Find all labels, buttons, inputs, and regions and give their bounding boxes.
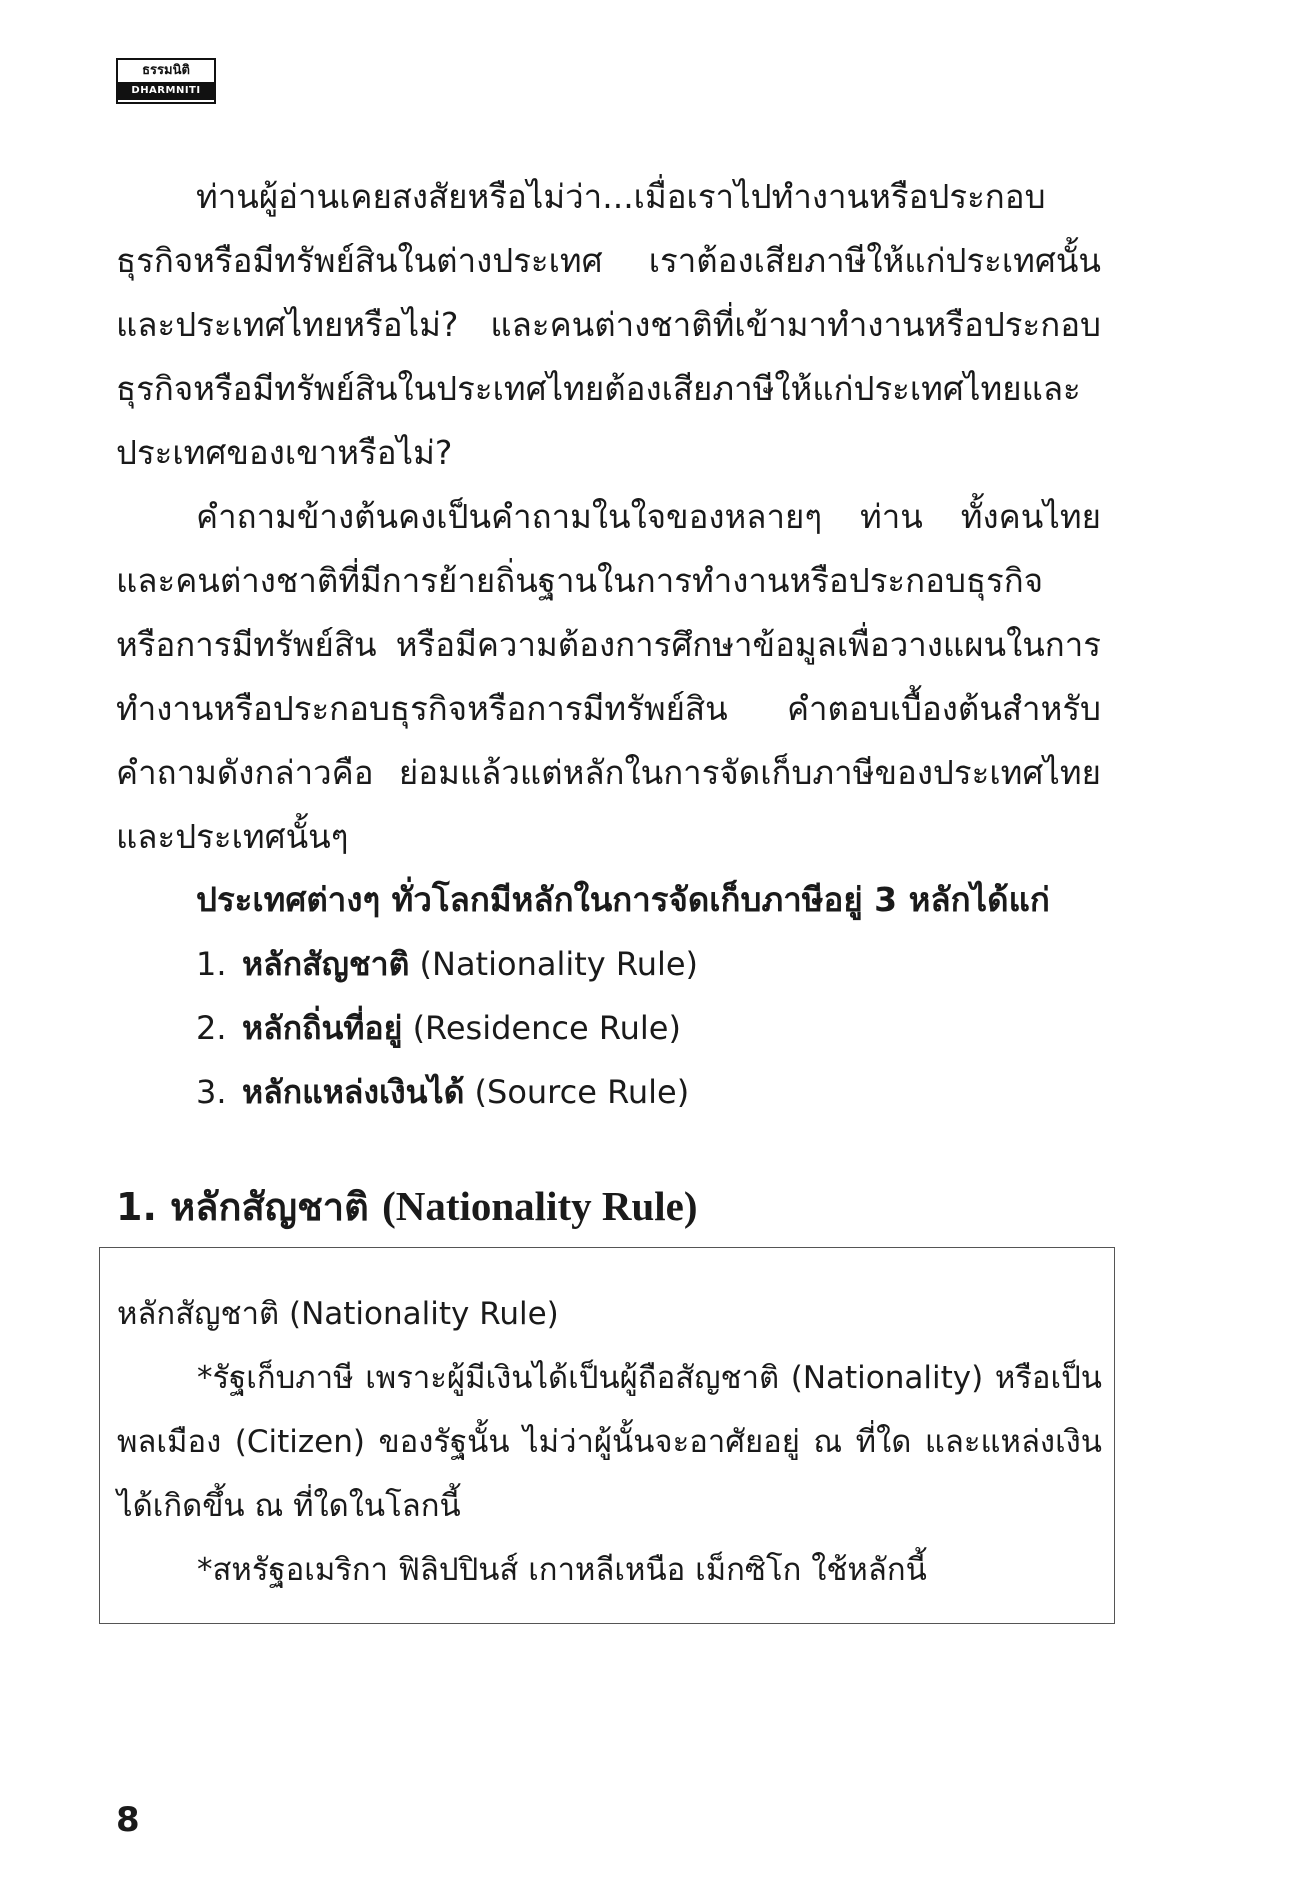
body-paragraph-1 [116, 165, 1101, 485]
rule-number: 2. [196, 1009, 227, 1047]
rule-thai-name: หลักสัญชาติ [242, 945, 410, 983]
logo-thai-text: ธรรมนิติ [142, 63, 190, 78]
section-heading-english: (Nationality Rule) [382, 1183, 698, 1229]
rule-english-name: (Source Rule) [464, 1073, 690, 1111]
rule-number: 1. [196, 945, 227, 983]
definition-paragraph [117, 1538, 1102, 1602]
definition-paragraph-text: *สหรัฐอเมริกา ฟิลิปปินส์ เกาหลีเหนือ เม็กซิโก ใช้หลักนี้ [197, 1552, 927, 1588]
rule-english-name: (Nationality Rule) [409, 945, 699, 983]
definition-box-title: หลักสัญชาติ (Nationality Rule) [117, 1296, 559, 1332]
rule-thai-name: หลักถิ่นที่อยู่ [242, 1009, 403, 1047]
rule-english-name: (Residence Rule) [402, 1009, 681, 1047]
rule-thai-name: หลักแหล่งเงินได้ [242, 1073, 465, 1111]
rule-item [196, 996, 698, 1060]
rule-item [196, 1060, 698, 1124]
rule-number: 3. [196, 1073, 227, 1111]
definition-paragraph-text: *รัฐเก็บภาษี เพราะผู้มีเงินได้เป็นผู้ถือสัญชาติ (Nationality) หรือเป็นพลเมือง (Citizen) ของรัฐนั้น ไม่ว่าผู้นั้นจะอาศัยอยู่ ณ ที่ใด และแหล่งเงินได้เกิดขึ้น ณ ที่ใดในโลกนี้ [117, 1360, 1102, 1524]
publisher-logo [116, 58, 216, 104]
definition-paragraph [117, 1346, 1102, 1538]
body-paragraph-2 [116, 485, 1101, 869]
rules-intro: ประเทศต่างๆ ทั่วโลกมีหลักในการจัดเก็บภาษีอยู่ 3 หลักได้แก่ [196, 880, 1050, 919]
logo-english-text: DHARMNITI [118, 82, 214, 100]
definition-box-content [117, 1282, 1102, 1602]
body-paragraph-1-text: ท่านผู้อ่านเคยสงสัยหรือไม่ว่า...เมื่อเราไปทำงานหรือประกอบธุรกิจหรือมีทรัพย์สินในต่างประเทศ เราต้องเสียภาษีให้แก่ประเทศนั้นและประเทศไทยหรือไม่? และคนต่างชาติที่เข้ามาทำงานหรือประกอบธุรกิจหรือมีทรัพย์สินในประเทศไทยต้องเสียภาษีให้แก่ประเทศไทยและประเทศของเขาหรือไม่? [116, 177, 1101, 472]
rule-item [196, 932, 698, 996]
body-paragraph-2-text: คำถามข้างต้นคงเป็นคำถามในใจของหลายๆ ท่าน ทั้งคนไทยและคนต่างชาติที่มีการย้ายถิ่นฐานในการทำงานหรือประกอบธุรกิจหรือการมีทรัพย์สิน หรือมีความต้องการศึกษาข้อมูลเพื่อวางแผนในการทำงานหรือประกอบธุรกิจหรือการมีทรัพย์สิน คำตอบเบื้องต้นสำหรับคำถามดังกล่าวคือ ย่อมแล้วแต่หลักในการจัดเก็บภาษีของประเทศไทยและประเทศนั้นๆ [116, 497, 1101, 856]
section-heading [116, 1176, 698, 1237]
definition-box [99, 1247, 1115, 1624]
page-number: 8 [116, 1800, 140, 1840]
rule-list [196, 932, 698, 1124]
section-heading-thai: 1. หลักสัญชาติ [116, 1185, 383, 1229]
